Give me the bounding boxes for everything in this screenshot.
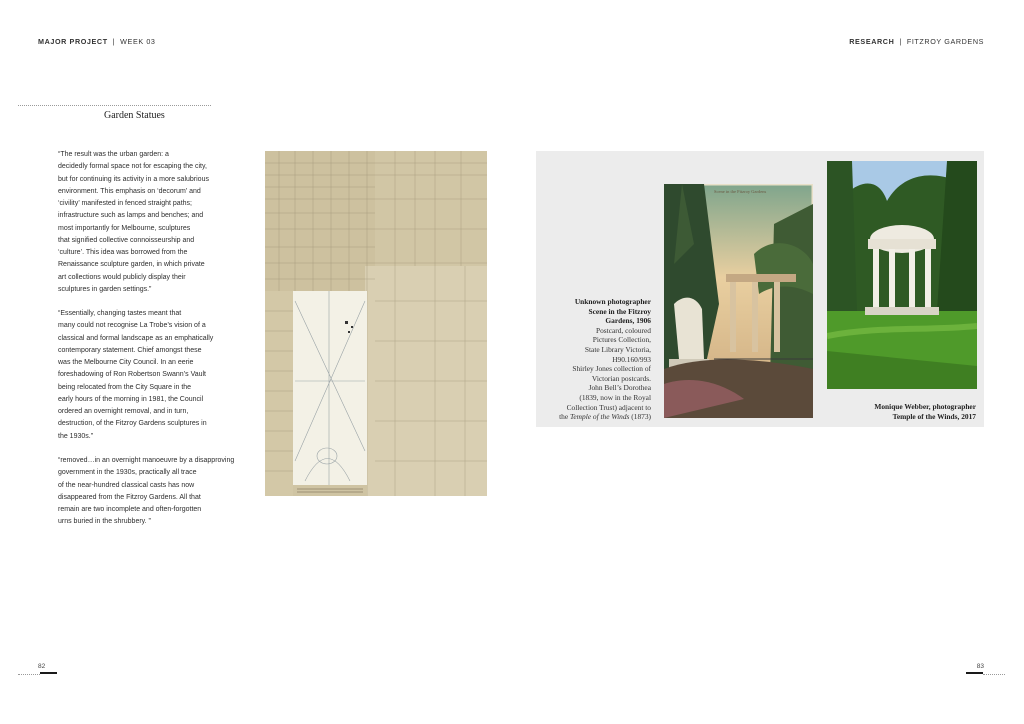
- text-line: disappeared from the Fitzroy Gardens. All that: [58, 493, 201, 501]
- text-line: being relocated from the City Square in the: [58, 383, 192, 391]
- text-line: infrastructure such as lamps and benches; and: [58, 212, 204, 220]
- historical-map-image: [265, 151, 487, 496]
- text-line: “removed…in an overnight manoeuvre by a disapproving: [58, 457, 235, 464]
- section-title: Garden Statues: [104, 110, 165, 121]
- week-label: WEEK 03: [120, 37, 156, 46]
- text-line: ‘culture’. This idea was borrowed from the: [58, 249, 188, 256]
- text-line: decidedly formal space not for escaping the city,: [58, 163, 207, 171]
- caption-line: (1839, now in the Royal: [579, 392, 651, 402]
- caption-line: Pictures Collection,: [592, 335, 651, 345]
- text-line: but for continuing its activity in a more salubrious: [58, 175, 209, 183]
- caption-temple: [826, 402, 976, 421]
- project-label: MAJOR PROJECT: [38, 37, 108, 46]
- caption-line: Postcard, coloured: [595, 325, 651, 335]
- header-separator: |: [112, 37, 116, 46]
- postcard-1906-image: [664, 184, 813, 418]
- text-line: art collections would publicly display their: [58, 273, 186, 281]
- text-line: government in the 1930s, practically all trace: [58, 469, 197, 477]
- text-line: contemporary statement. Chief amongst these: [58, 346, 202, 354]
- photo-icon: [827, 161, 977, 389]
- text-line: classical and formal landscape as an emphatically: [58, 334, 214, 342]
- text-line: that signified collective connoisseurship and: [58, 236, 195, 244]
- text-line: ‘civility’ manifested in fenced straight paths;: [58, 200, 192, 207]
- text-line: destruction, of the Fitzroy Gardens sculptures in: [58, 420, 207, 428]
- caption-line: Shirley Jones collection of: [572, 364, 651, 374]
- caption-line: Temple of the Winds, 2017: [892, 411, 976, 421]
- caption-line: Collection Trust) adjacent to: [566, 402, 651, 412]
- map-icon: [265, 151, 487, 496]
- caption-line: H90.160/993: [612, 354, 651, 364]
- header-left: [38, 37, 156, 46]
- paragraph-1: [58, 149, 268, 296]
- text-line: “The result was the urban garden: a: [58, 151, 169, 158]
- text-line: environment. This emphasis on ‘decorum’ and: [58, 187, 201, 195]
- text-line: foreshadowing of Ron Robertson Swann’s Vault: [58, 371, 206, 379]
- header-right: [849, 37, 984, 46]
- text-line: of the near-hundred classical casts has now: [58, 481, 195, 489]
- title-divider: [18, 105, 211, 106]
- postcard-title: Scene in the Fitzroy Gardens: [714, 189, 767, 194]
- text-line: remain are two incomplete and often-forgotten: [58, 506, 202, 513]
- text-line: “Essentially, changing tastes meant that: [58, 310, 182, 317]
- text-line: Renaissance sculpture garden, in which private: [58, 261, 205, 269]
- header-separator: |: [899, 37, 902, 46]
- footer-bar-right: [966, 672, 983, 674]
- caption-artwork-title: Temple of the Winds: [569, 412, 630, 422]
- text-line: sculptures in garden settings.”: [58, 285, 152, 293]
- caption-suffix: (1873): [629, 412, 651, 422]
- caption-line: Gardens, 1906: [605, 316, 651, 326]
- footer-bar-left: [40, 672, 57, 674]
- caption-line: Victorian postcards.: [591, 373, 651, 383]
- paragraph-3: [58, 455, 273, 529]
- text-line: early hours of the morning in 1981, the Council: [58, 395, 204, 403]
- caption-line: Scene in the Fitzroy: [588, 306, 651, 316]
- text-line: the 1930s.”: [58, 432, 94, 440]
- text-line: most importantly for Melbourne, sculptures: [58, 224, 191, 232]
- caption-line: Unknown photographer: [574, 297, 651, 306]
- section-label: RESEARCH: [849, 37, 895, 46]
- footer-dotline-right: [983, 674, 1005, 675]
- caption-prefix: the: [559, 412, 570, 422]
- temple-photo-image: [827, 161, 977, 389]
- footer-dotline-left: [18, 674, 40, 675]
- text-line: was the Melbourne City Council. In an eerie: [58, 359, 194, 366]
- text-line: urns buried in the shrubbery. ”: [58, 518, 151, 526]
- paragraph-2: [58, 308, 268, 443]
- caption-line: State Library Victoria,: [584, 344, 651, 354]
- caption-postcard: [540, 297, 651, 422]
- caption-line: Monique Webber, photographer: [874, 402, 976, 411]
- caption-line: John Bell’s Dorothea: [588, 383, 651, 393]
- text-line: ordered an overnight removal, and in turn,: [58, 408, 189, 415]
- page-number-right: 83: [976, 663, 984, 670]
- photo-icon: [664, 184, 813, 418]
- page-number-left: 82: [38, 663, 46, 670]
- text-line: many could not recognise La Trobe’s vision of a: [58, 322, 206, 330]
- caption-line: [540, 412, 651, 422]
- topic-label: FITZROY GARDENS: [906, 37, 984, 46]
